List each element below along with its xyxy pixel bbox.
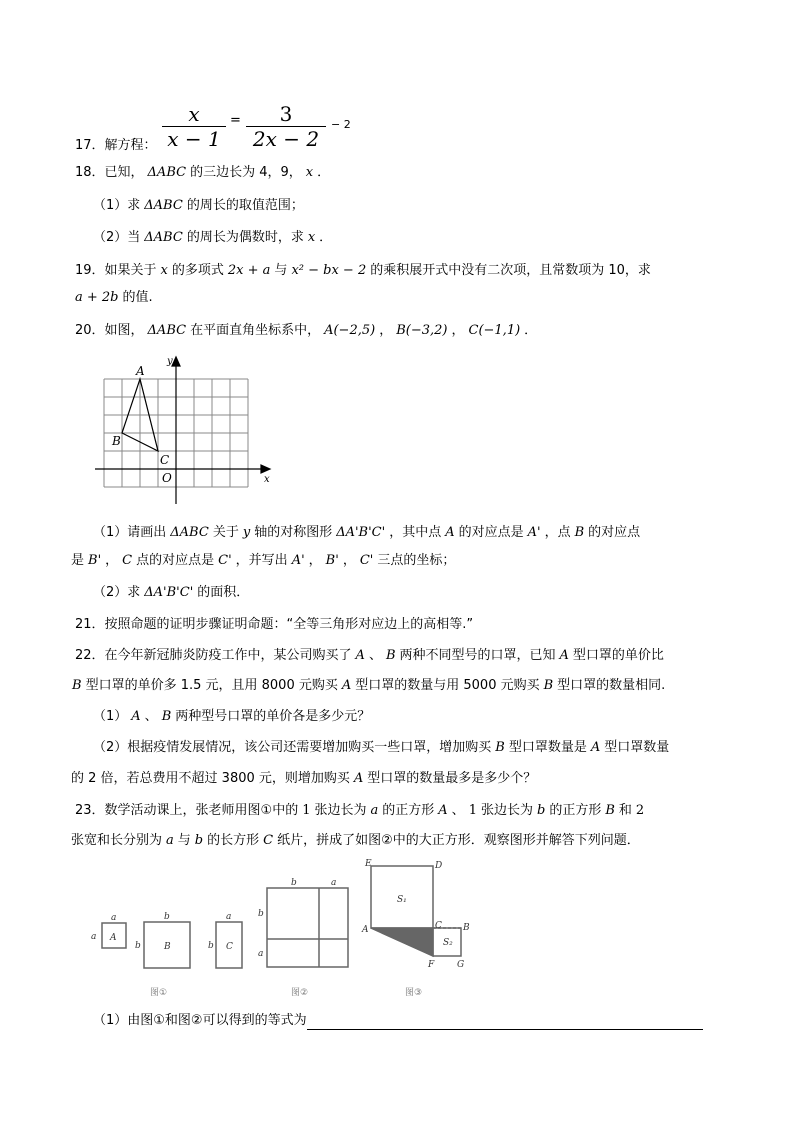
q17-label: 17．解方程： bbox=[75, 138, 157, 153]
denominator: 2x − 2 bbox=[252, 127, 320, 151]
math: 2x + a bbox=[227, 263, 271, 278]
q20-part1-line2 bbox=[71, 552, 455, 570]
text: 两种型号口罩的单价各是多少元？ bbox=[175, 709, 371, 724]
math: x bbox=[307, 230, 316, 245]
label: A bbox=[362, 925, 369, 935]
math: B(−3,2) bbox=[396, 323, 448, 338]
q17-equals: = bbox=[230, 113, 241, 128]
text: 两种不同型号的口罩，已知 bbox=[399, 648, 556, 663]
math: A bbox=[438, 803, 448, 818]
label: B bbox=[463, 923, 470, 933]
label: A bbox=[110, 933, 117, 943]
math: C(−1,1) bbox=[468, 323, 521, 338]
math: A bbox=[353, 771, 364, 786]
math: a bbox=[370, 803, 379, 818]
math: b bbox=[536, 803, 546, 818]
math: 2 bbox=[635, 803, 645, 818]
math: B bbox=[543, 678, 554, 693]
math: A bbox=[341, 678, 352, 693]
text: ． bbox=[524, 323, 538, 338]
math: B' bbox=[88, 553, 102, 568]
text: 的三边长为 4，9， bbox=[190, 165, 302, 180]
text: 张边长为 bbox=[314, 803, 367, 818]
math: A bbox=[355, 648, 365, 663]
label-x: x bbox=[264, 474, 270, 485]
answer-blank[interactable] bbox=[307, 1015, 703, 1030]
math: A(−2,5) bbox=[324, 323, 376, 338]
q20-part1-line1 bbox=[93, 524, 640, 542]
label: G bbox=[457, 960, 465, 970]
text: 型口罩的单价多 1.5 元，且用 8000 元购买 bbox=[85, 678, 338, 693]
math: C' bbox=[218, 553, 232, 568]
text: ． bbox=[317, 165, 331, 180]
math: B bbox=[495, 740, 505, 755]
q20-part2 bbox=[93, 584, 249, 602]
q23-line2 bbox=[71, 832, 640, 850]
math: x bbox=[305, 165, 314, 180]
text: ， bbox=[105, 553, 119, 568]
caption: 图② bbox=[291, 988, 309, 998]
math: A' bbox=[527, 525, 541, 540]
label: b bbox=[258, 909, 264, 919]
text: 轴的对称图形 bbox=[254, 525, 333, 540]
text: （2）求 bbox=[93, 585, 141, 600]
math: A bbox=[131, 709, 141, 724]
text: 、 bbox=[451, 803, 465, 818]
text: 的正方形 bbox=[549, 803, 602, 818]
text: 的对应点 bbox=[588, 525, 641, 540]
text: 的正方形 bbox=[382, 803, 435, 818]
text: 的面积． bbox=[197, 585, 250, 600]
math: ΔA'B'C' bbox=[336, 525, 386, 540]
math: B bbox=[385, 648, 396, 663]
text: ，点 bbox=[544, 525, 571, 540]
label: C bbox=[435, 921, 442, 931]
math: 1 bbox=[302, 803, 311, 818]
label: b bbox=[135, 941, 141, 951]
big-square bbox=[267, 888, 348, 967]
q20-line1: 20．如图， ΔABC 在平面直角坐标系中， A(−2,5) ， B(−3,2) ， C(−1,1) ． bbox=[75, 323, 538, 338]
text: 与 bbox=[177, 833, 191, 848]
text: 张宽和长分别为 bbox=[71, 833, 163, 848]
x-arrow-icon bbox=[261, 465, 270, 473]
text: 张边长为 bbox=[480, 803, 533, 818]
text: ． bbox=[319, 230, 333, 245]
math: B bbox=[72, 678, 82, 693]
text: 19．如果关于 bbox=[75, 263, 157, 278]
text: 纸片，拼成了如图②中的大正方形．观察图形并解答下列问题． bbox=[277, 833, 640, 848]
text: 20．如图， bbox=[75, 323, 144, 338]
math: ΔABC bbox=[147, 323, 187, 338]
denominator: x − 1 bbox=[167, 127, 221, 151]
text: ，其中点 bbox=[389, 525, 442, 540]
math: A bbox=[590, 740, 601, 755]
numerator: 3 bbox=[279, 102, 293, 126]
text: （1）请画出 bbox=[93, 525, 167, 540]
q22-line2 bbox=[68, 677, 665, 695]
label: b bbox=[164, 912, 170, 922]
text: 的对应点是 bbox=[458, 525, 524, 540]
text: 型口罩数量 bbox=[604, 740, 670, 755]
math: B bbox=[161, 709, 172, 724]
q21: 21．按照命题的证明步骤证明命题：“全等三角形对应边上的高相等.” bbox=[75, 617, 474, 632]
caption: 图③ bbox=[405, 988, 423, 998]
label: C bbox=[226, 942, 233, 952]
text: 三点的坐标； bbox=[377, 553, 456, 568]
math: ΔABC bbox=[144, 230, 183, 245]
y-arrow-icon bbox=[172, 357, 180, 366]
math: ΔABC bbox=[170, 525, 209, 540]
text: 的乘积展开式中没有二次项，且常数项为 10，求 bbox=[370, 263, 651, 278]
math: ΔABC bbox=[147, 165, 187, 180]
math: A bbox=[445, 525, 455, 540]
q22-part1 bbox=[93, 708, 370, 726]
math: B' bbox=[325, 553, 339, 568]
label: b bbox=[208, 941, 214, 951]
q23-line1 bbox=[75, 802, 648, 820]
label: a bbox=[331, 878, 337, 888]
label-a: A bbox=[136, 364, 145, 378]
q22-part2-line1 bbox=[93, 739, 669, 757]
math: C bbox=[122, 553, 133, 568]
math: x bbox=[160, 263, 168, 278]
label: a bbox=[91, 932, 97, 942]
text: 的周长的取值范围； bbox=[186, 198, 304, 213]
math: 1 bbox=[468, 803, 477, 818]
q22-line1 bbox=[75, 647, 664, 665]
text: 在平面直角坐标系中， bbox=[190, 323, 321, 338]
caption: 图① bbox=[150, 988, 168, 998]
text: 是 bbox=[71, 553, 85, 568]
label-y: y bbox=[167, 356, 173, 367]
label: B bbox=[164, 942, 171, 952]
label: a bbox=[111, 913, 117, 923]
text: 的长方形 bbox=[207, 833, 260, 848]
text: 23．数学活动课上，张老师用图①中的 bbox=[75, 803, 299, 818]
text: 的值. bbox=[122, 290, 153, 305]
text: 、 bbox=[368, 648, 382, 663]
text: （1）求 bbox=[93, 198, 141, 213]
text: ， bbox=[342, 553, 356, 568]
text: 、 bbox=[144, 709, 158, 724]
label-c: C bbox=[160, 453, 170, 467]
text: （2）当 bbox=[93, 230, 141, 245]
label: F bbox=[428, 960, 435, 970]
math: C bbox=[263, 833, 274, 848]
math: C' bbox=[359, 553, 374, 568]
label: b bbox=[291, 878, 297, 888]
q17-tail: − 2 bbox=[331, 118, 351, 131]
numerator: x bbox=[188, 102, 200, 126]
math: x² − bx − 2 bbox=[291, 263, 367, 278]
text: 型口罩的单价比 bbox=[572, 648, 664, 663]
text: 关于 bbox=[212, 525, 239, 540]
math: y bbox=[242, 525, 251, 540]
text: 型口罩的数量相同. bbox=[557, 678, 666, 693]
text: ， bbox=[308, 553, 322, 568]
text: 型口罩的数量最多是多少个？ bbox=[367, 771, 537, 786]
label: E bbox=[365, 859, 372, 869]
text: （1）由图①和图②可以得到的等式为 bbox=[93, 1013, 307, 1028]
q23-part1 bbox=[93, 1012, 703, 1030]
math: B bbox=[605, 803, 615, 818]
text: 与 bbox=[274, 263, 288, 278]
label: a bbox=[258, 949, 264, 959]
q22-part2-line2 bbox=[71, 770, 536, 788]
text: 型口罩数量是 bbox=[508, 740, 587, 755]
math: ΔA'B'C' bbox=[144, 585, 194, 600]
math: A' bbox=[291, 553, 305, 568]
text: 的周长为偶数时，求 bbox=[186, 230, 304, 245]
text: 的多项式 bbox=[171, 263, 224, 278]
text: （2）根据疫情发展情况，该公司还需要增加购买一些口罩，增加购买 bbox=[93, 740, 492, 755]
text: ，并写出 bbox=[235, 553, 288, 568]
label: S₂ bbox=[443, 938, 453, 948]
text: 的 2 倍，若总费用不超过 3800 元，则增加购买 bbox=[71, 771, 350, 786]
text: 型口罩的数量与用 5000 元购买 bbox=[355, 678, 540, 693]
text: 22．在今年新冠肺炎防疫工作中，某公司购买了 bbox=[75, 648, 352, 663]
text: （1） bbox=[93, 709, 128, 724]
math: ΔABC bbox=[144, 198, 183, 213]
math: B bbox=[574, 525, 585, 540]
label: D bbox=[435, 861, 443, 871]
label-o: O bbox=[162, 471, 172, 485]
label-b: B bbox=[112, 434, 121, 448]
text: 点的对应点是 bbox=[136, 553, 215, 568]
math: A bbox=[559, 648, 569, 663]
label: S₁ bbox=[397, 895, 407, 905]
text: 和 bbox=[618, 803, 632, 818]
math: b bbox=[194, 833, 204, 848]
label: a bbox=[226, 912, 232, 922]
q18-label: 18．已知， bbox=[75, 165, 144, 180]
math: a + 2b bbox=[75, 290, 119, 305]
math: a bbox=[166, 833, 174, 848]
